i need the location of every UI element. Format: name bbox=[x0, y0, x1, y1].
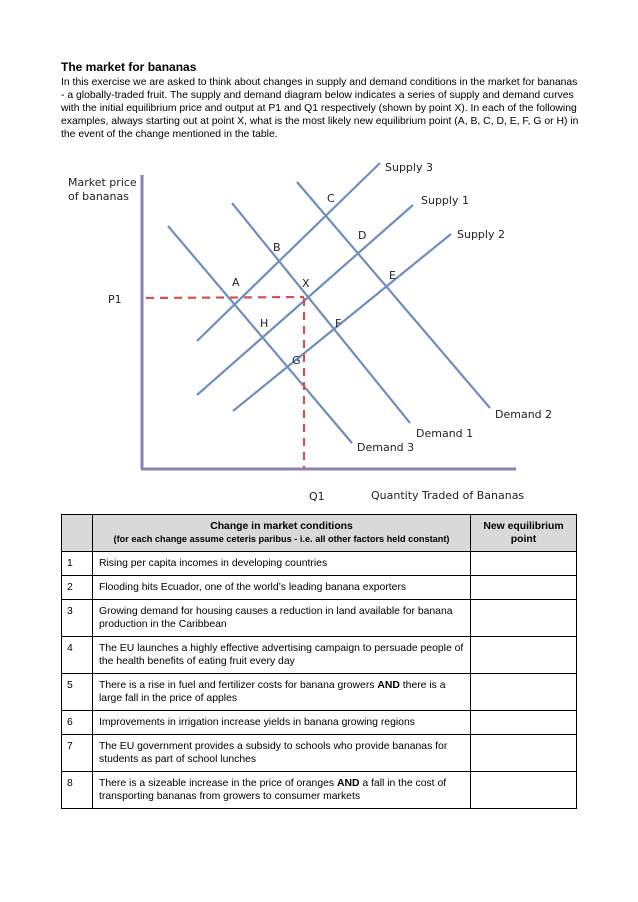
answer-cell[interactable] bbox=[471, 552, 577, 576]
row-number: 2 bbox=[62, 576, 93, 600]
point-g-label: G bbox=[292, 354, 301, 367]
answer-cell[interactable] bbox=[471, 772, 577, 809]
q1-label: Q1 bbox=[309, 490, 325, 503]
table-row bbox=[62, 711, 577, 735]
row-number: 1 bbox=[62, 552, 93, 576]
p1-label: P1 bbox=[108, 293, 122, 306]
point-f-label: F bbox=[335, 317, 342, 330]
demand-3-label: Demand 3 bbox=[357, 441, 415, 454]
row-number: 7 bbox=[62, 735, 93, 772]
row-text-part: a fall in the cost of transporting bananas from growers to consumer markets bbox=[99, 778, 447, 802]
row-number: 6 bbox=[62, 711, 93, 735]
point-x-label: X bbox=[302, 277, 310, 290]
row-text-emphasis: AND bbox=[377, 680, 400, 691]
row-change-text bbox=[93, 772, 471, 809]
row-change-text bbox=[93, 552, 471, 576]
questions-table bbox=[61, 514, 577, 809]
row-text-part: there is a large fall in the price of apples bbox=[99, 680, 446, 704]
table-row bbox=[62, 552, 577, 576]
y-axis-label-line1: Market price bbox=[68, 176, 137, 189]
point-d-label: D bbox=[358, 229, 367, 242]
table-header-row bbox=[62, 515, 577, 552]
row-change-text bbox=[93, 637, 471, 674]
row-text-part: The EU launches a highly effective advertising campaign to persuade people of the health benefits of eating fruit every day bbox=[99, 643, 464, 667]
table-row bbox=[62, 674, 577, 711]
supply-1-label: Supply 1 bbox=[421, 194, 469, 207]
row-text-part: Flooding hits Ecuador, one of the world’s leading banana exporters bbox=[99, 582, 407, 593]
p1-dashed-guide bbox=[146, 297, 304, 298]
row-text-part: Improvements in irrigation increase yields in banana growing regions bbox=[99, 717, 415, 728]
demand-1-label: Demand 1 bbox=[416, 427, 474, 440]
row-number: 5 bbox=[62, 674, 93, 711]
supply-2-label: Supply 2 bbox=[457, 228, 505, 241]
answer-cell[interactable] bbox=[471, 674, 577, 711]
header-main-label: Change in market conditions bbox=[210, 521, 353, 532]
demand-2-line bbox=[297, 182, 490, 408]
table-row bbox=[62, 576, 577, 600]
row-text-part: There is a sizeable increase in the price of oranges bbox=[99, 778, 337, 789]
page-title: The market for bananas bbox=[61, 60, 197, 74]
point-e-label: E bbox=[389, 269, 396, 282]
row-number: 3 bbox=[62, 600, 93, 637]
row-number: 4 bbox=[62, 637, 93, 674]
row-text-part: Rising per capita incomes in developing countries bbox=[99, 558, 328, 569]
row-change-text bbox=[93, 735, 471, 772]
answer-cell[interactable] bbox=[471, 576, 577, 600]
supply-3-label: Supply 3 bbox=[385, 161, 433, 174]
row-change-text bbox=[93, 600, 471, 637]
header-sub-label: (for each change assume ceteris paribus - i.e. all other factors held constant) bbox=[113, 534, 450, 544]
y-axis-label-line2: of bananas bbox=[68, 190, 129, 203]
header-change-cell bbox=[93, 515, 471, 552]
row-text-emphasis: AND bbox=[336, 778, 360, 789]
header-number-cell bbox=[62, 515, 93, 552]
row-text-part: The EU government provides a subsidy to schools who provide bananas for students as part of school lunches bbox=[99, 741, 448, 765]
table-row bbox=[62, 637, 577, 674]
point-c-label: C bbox=[327, 192, 335, 205]
row-text-part: There is a rise in fuel and fertilizer costs for banana growers bbox=[99, 680, 378, 691]
point-b-label: B bbox=[273, 241, 281, 254]
answer-cell[interactable] bbox=[471, 600, 577, 637]
header-answer-cell: New equilibrium point bbox=[471, 515, 577, 552]
answer-cell[interactable] bbox=[471, 711, 577, 735]
row-change-text bbox=[93, 711, 471, 735]
row-text-part: Growing demand for housing causes a reduction in land available for banana production in the Caribbean bbox=[99, 606, 453, 630]
point-h-label: H bbox=[260, 317, 269, 330]
answer-cell[interactable] bbox=[471, 735, 577, 772]
table-row bbox=[62, 772, 577, 809]
row-number: 8 bbox=[62, 772, 93, 809]
x-axis-label: Quantity Traded of Bananas bbox=[371, 489, 525, 502]
row-change-text bbox=[93, 674, 471, 711]
intro-paragraph: In this exercise we are asked to think about changes in supply and demand conditions in the market for bananas - a globally-traded fruit. The supply and demand diagram below indicates a series of supply and demand curves with the initial equilibrium price and output at P1 and Q1 respectively (shown by point X). In each of the following examples, always starting out at point X, what is the most likely new equilibrium point (A, B, C, D, E, F, G or H) in the event of the change mentioned in the table. bbox=[61, 77, 579, 140]
answer-cell[interactable] bbox=[471, 637, 577, 674]
table-row bbox=[62, 735, 577, 772]
point-a-label: A bbox=[232, 276, 240, 289]
demand-3-line bbox=[168, 226, 352, 443]
table-row bbox=[62, 600, 577, 637]
demand-2-label: Demand 2 bbox=[495, 408, 553, 421]
row-change-text bbox=[93, 576, 471, 600]
